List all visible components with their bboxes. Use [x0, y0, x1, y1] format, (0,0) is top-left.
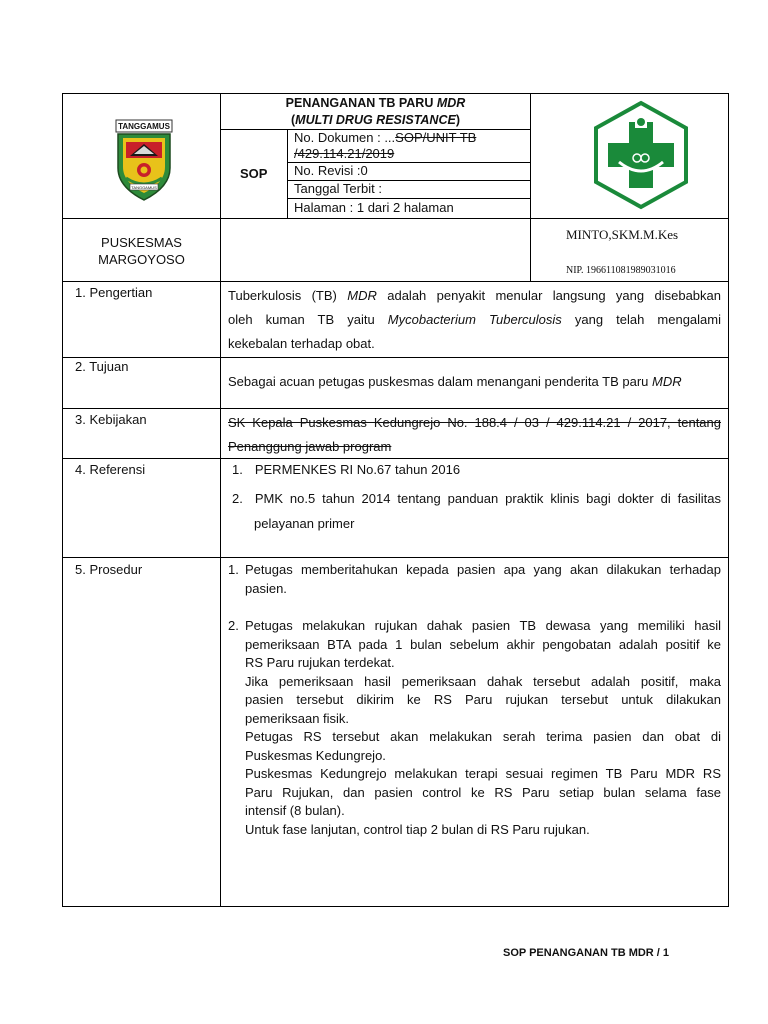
tujuan-text: Sebagai acuan petugas puskesmas dalam menangani penderita TB paru MDR [228, 374, 682, 389]
document-number: No. Dokumen : ...SOP/UNIT TB [294, 130, 477, 145]
referensi-item-1: 1. PERMENKES RI No.67 tahun 2016 [232, 462, 461, 477]
section-label-referensi: 4. Referensi [75, 462, 146, 477]
prosedur-step-2: 2. Petugas melakukan rujukan dahak pasien TB dewasa yang memiliki hasil pemeriksaan BTA pada 1 bulan sebelum akhir pengobatan adalah positif ke RS Paru rujukan terdekat. Jika pemeriksaan hasil pemeriksaan dahak tersebut adalah positif, maka pasien tersebut dikirim ke RS Paru rujukan tersebut untuk dilakukan pemeriksaan fisik. Petugas RS tersebut akan melakukan serah terima pasien dan obat di Puskesmas Kedungrejo. Puskesmas Kedungrejo melakukan terapi sesuai regimen TB Paru MDR RS Paru Rujukan, dan pasien control ke RS Paru setiap bulan selama fase intensif (8 bulan). Untuk fase lanjutan, control tiap 2 bulan di RS Paru rujukan. [228, 618, 721, 837]
emblem-banner-text: TANGGAMUS [118, 122, 170, 131]
section-label-tujuan: 2. Tujuan [75, 359, 129, 374]
tanggamus-emblem-logo [112, 118, 176, 204]
sop-label: SOP [240, 166, 268, 181]
signer-name: MINTO,SKM.M.Kes [566, 227, 679, 242]
referensi-item-2: 2. PMK no.5 tahun 2014 tentang panduan praktik klinis bagi dokter di fasilitas pelayanan primer [232, 491, 721, 531]
page-footer: SOP PENANGANAN TB MDR / 1 [503, 947, 670, 959]
section-label-pengertian: 1. Pengertian [75, 285, 153, 300]
document-title: PENANGANAN TB PARU MDR (MULTI DRUG RESISTANCE) [285, 96, 466, 127]
revision-number: No. Revisi :0 [294, 163, 368, 178]
signer-nip: NIP. 196611081989031016 [566, 265, 676, 276]
publish-date: Tanggal Terbit : [294, 181, 382, 196]
pengertian-text: Tuberkulosis (TB) MDR adalah penyakit menular langsung yang disebabkan oleh kuman TB yaitu Mycobacterium Tuberculosis yang telah mengalami kekebalan terhadap obat. [228, 288, 721, 351]
emblem-ribbon-text: TANGGAMUS [131, 185, 157, 190]
page-count: Halaman : 1 dari 2 halaman [294, 200, 454, 215]
section-label-kebijakan: 3. Kebijakan [75, 412, 147, 427]
section-label-prosedur: 5. Prosedur [75, 562, 143, 577]
prosedur-step-1: 1. Petugas memberitahukan kepada pasien apa yang akan dilakukan terhadap pasien. [228, 562, 721, 596]
kebijakan-text: SK Kepala Puskesmas Kedungrejo No. 188.4 / 03 / 429.114.21 / 2017, tentang Penanggung jawab program [228, 415, 721, 454]
puskesmas-logo [591, 100, 691, 210]
organization-name: PUSKESMAS MARGOYOSO [98, 235, 185, 267]
document-number-cont: /429.114.21/2019 [294, 146, 395, 161]
